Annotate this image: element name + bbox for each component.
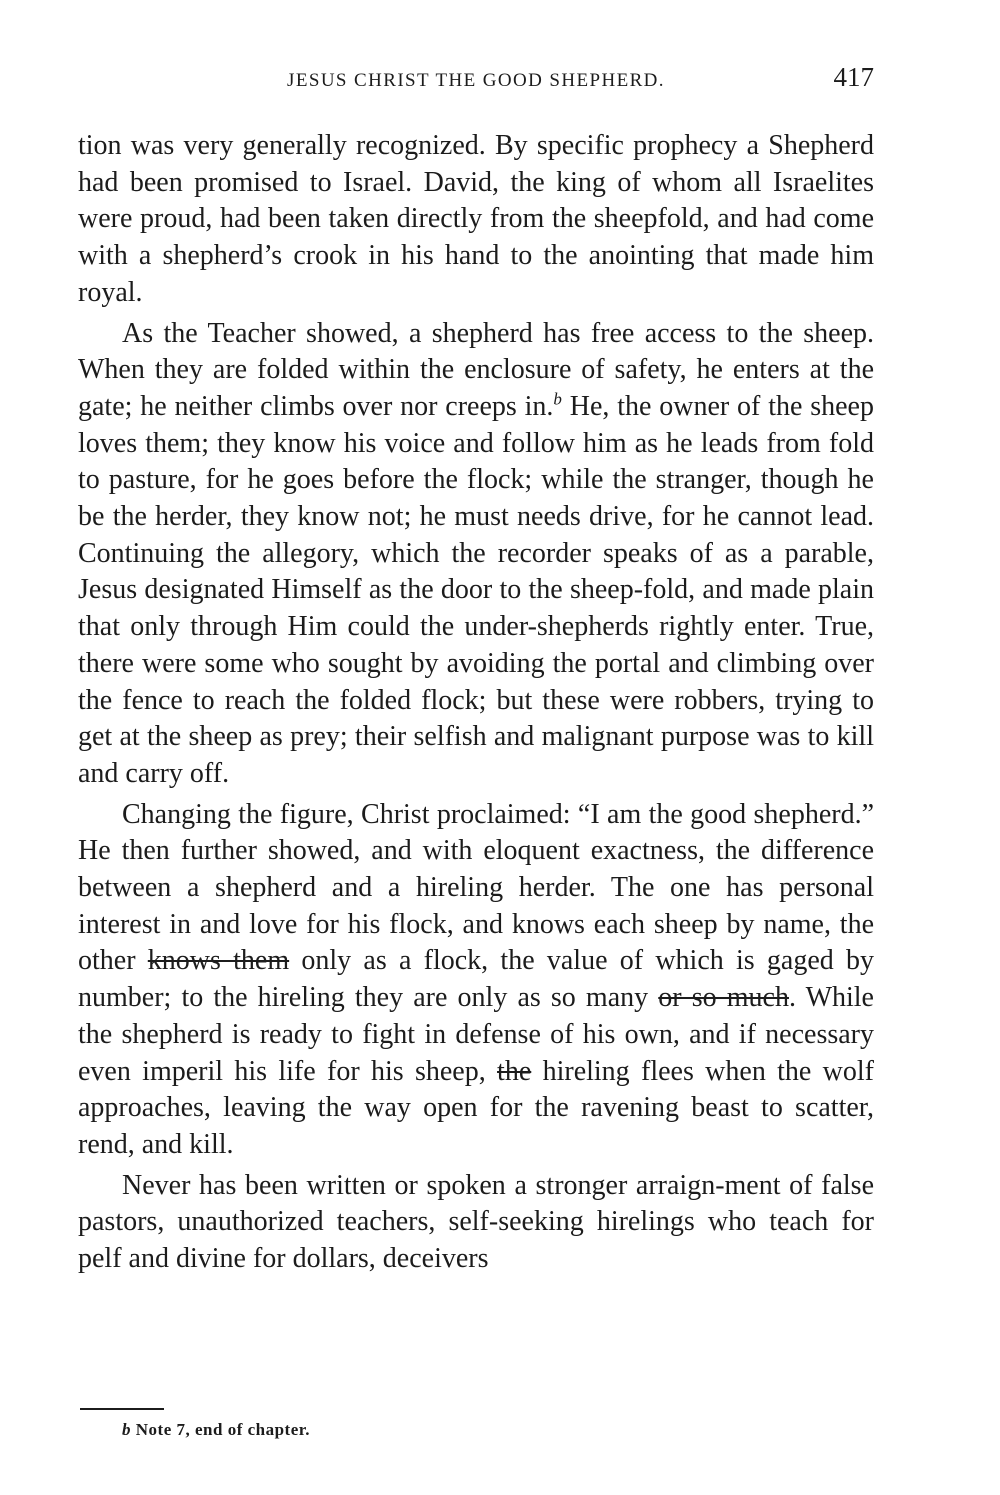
footnote-mark: b — [122, 1420, 131, 1439]
paragraph-4: Never has been written or spoken a stronger arraign-ment of false pastors, unauthorized teachers, self-seeking hirelings who teach for pelf and divine for dollars, deceivers — [78, 1169, 874, 1275]
running-title: JESUS CHRIST THE GOOD SHEPHERD. — [287, 70, 665, 91]
paragraph-3-text-a: Changing the figure, Christ proclaimed: “I am the good shepherd.” He then further showed, and with eloquent exactness, the difference between a shepherd and a hireling herder. The one has personal interest in and love for his flock, and knows each sheep by name, the other — [78, 798, 874, 977]
paragraph-3-text-c: . While the shepherd is ready to fight in defense of his own, and if necessary even imperil his life for his sheep, — [78, 982, 874, 1087]
footnote-text: Note 7, end of chapter. — [131, 1420, 310, 1439]
paragraph-3-text-d: hireling flees when the wolf approaches, leaving the way open for the ravening beast to scatter, rend, and kill. — [78, 1055, 874, 1160]
paragraph-2 — [78, 316, 874, 793]
footnote-divider — [80, 1408, 164, 1410]
footnote-reference-mark: b — [553, 389, 562, 409]
struck-text-1: knows them — [147, 945, 290, 977]
struck-text-3: the — [497, 1055, 532, 1087]
paragraph-3 — [78, 797, 874, 1164]
paragraph-1: tion was very generally recognized. By specific prophecy a Shepherd had been promised to Israel. David, the king of whom all Israelites were proud, had been taken directly from the sheepfold, and had come with a shepherd’s crook in his hand to the anointing that made him royal. — [78, 130, 874, 308]
body-text — [78, 128, 874, 1278]
running-head — [78, 62, 874, 102]
paragraph-2-text-b: He, the owner of the sheep loves them; they know his voice and follow him as he leads from fold to pasture, for he goes before the flock; while the stranger, though he be the herder, they know not; he must needs drive, for he cannot lead. Continuing the allegory, which the recorder speaks of as a parable, Jesus designated Himself as the door to the sheep-fold, and made plain that only through Him could the under-shepherds rightly enter. True, there were some who sought by avoiding the portal and climbing over the fence to reach the folded flock; but these were robbers, trying to get at the sheep as prey; their selfish and malignant purpose was to kill and carry off. — [78, 390, 874, 789]
footnote — [122, 1420, 310, 1440]
paragraph-2-text-a: As the Teacher showed, a shepherd has free access to the sheep. When they are folded within the enclosure of safety, he enters at the gate; he neither climbs over nor creeps in. — [78, 317, 874, 422]
paragraph-3-text-b: only as a flock, the value of which is gaged by number; to the hireling they are only as so many — [78, 945, 875, 1014]
page-number: 417 — [833, 62, 874, 92]
struck-text-2: or so much — [658, 982, 789, 1014]
